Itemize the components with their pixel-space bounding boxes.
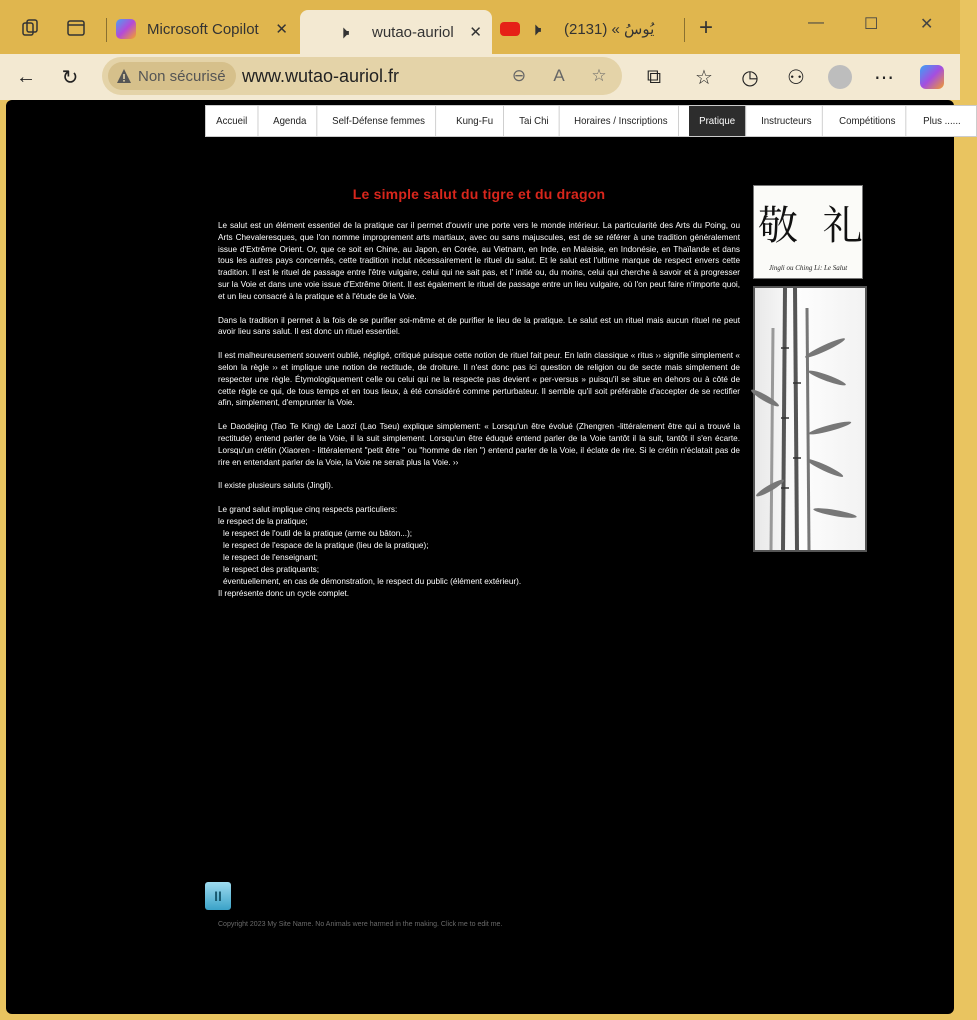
tab-title: يُوسُ » (2131) [564,21,655,38]
address-bar[interactable] [102,57,622,95]
nav-item-competitions[interactable]: Compétitions [829,106,907,136]
copilot-tab-icon [116,19,136,39]
browser-toolbar [0,54,960,100]
list-intro: Le grand salut implique cinq respects particuliers: [218,505,398,515]
workspaces-icon[interactable] [18,16,42,40]
site-nav [205,105,977,137]
pause-music-button[interactable]: II [205,882,231,910]
security-label: Non sécurisé [138,67,226,85]
zoom-icon[interactable]: ⊖ [511,66,527,85]
close-icon[interactable]: ✕ [469,24,482,41]
nav-item-kung-fu[interactable]: Kung-Fu [446,106,504,136]
list-item: éventuellement, en cas de démonstration, le respect du public (élément extérieur). [223,577,522,587]
security-indicator[interactable] [108,62,236,90]
history-icon[interactable]: ◷ [741,66,759,89]
youtube-icon [500,22,520,36]
nav-item-instructeurs[interactable]: Instructeurs [751,106,823,136]
article-paragraph: Le Daodejing (Tao Te King) de Laozí (Lao Tseu) explique simplement: « Lorsqu'un être évolué (Zhengren -littéralement être qui a trouvé la rectitude) entend parler de la Voie, il la suit simplement. Lorsqu'un être éduqué entend parler de la Voie tantôt il la suit, tantôt il s'en écarte. Lorsqu'un crétin (Xiaoren - littéralement "petit être " ou "homme de rien ") entend parler de la Voie, il éclate de rire. Si le crétin n'éclatait pas de rire en entendant parler de la Voie, la Voie ne serait plus la Voie. ›› [218,422,740,467]
list-item: le respect des pratiquants; [223,565,320,575]
nav-item-accueil[interactable]: Accueil [206,106,258,136]
favorite-star-icon[interactable]: ☆ [591,66,607,85]
tab-wutao[interactable] [300,10,492,54]
nav-item-agenda[interactable]: Agenda [263,106,317,136]
respect-list [218,504,740,600]
copilot-icon[interactable] [918,63,946,91]
web-page [6,100,961,1014]
warning-icon [116,68,132,84]
list-item: le respect de la pratique; [218,517,308,527]
more-menu-icon[interactable]: ⋯ [874,66,894,89]
new-tab-icon[interactable]: + [698,14,713,41]
refresh-icon[interactable]: ↻ [61,66,79,89]
nav-item-plus[interactable]: Plus ...... [923,115,961,127]
maximize-icon[interactable]: ☐ [864,16,879,33]
tab-copilot[interactable] [112,10,298,48]
nav-item-tai-chi[interactable]: Tai Chi [509,106,560,136]
article-paragraph: Le salut est un élément essentiel de la pratique car il permet d'ouvrir une porte vers le monde intérieur. La particularité des Arts du Poing, ou Arts Chevaleresques, que l'on nomme improprement arts martiaux, avec ou sans majuscules, est de se référer à une tradition généralement issue d'Extrême Orient. Or, que ce soit en Chine, au Japon, en Corée, au Vietnam, en Inde, en Malaisie, en Indonésie, en Thaïlande et dans tous les autres pays concernés, cette tradition inclut nécessairement le rituel du salut. Et le salut est l'ultime marque de respect envers cette tradition. Il est le rituel de passage entre l'être vulgaire, celui qui ne sait pas, et l' initié ou, du moins, celui qui cherche à savoir et à progresser sur la Voie et dans une voie issue d'Extrême 0rient. Il est également le rituel de passage entre un lieu vulgaire, où l'on peut faire n'importe quoi, et un lieu consacré à la pratique et à l'étude de la Voie. [218,221,740,301]
nav-item-pratique[interactable]: Pratique [689,106,746,136]
article-paragraph: Il existe plusieurs saluts (Jingli). [218,481,334,491]
tab-youtube[interactable] [496,10,682,48]
url-text[interactable]: www.wutao-auriol.fr [242,66,400,86]
minimize-icon[interactable]: — [808,14,824,31]
close-icon[interactable]: ✕ [275,21,288,38]
tab-title: wutao-auriol [372,23,454,41]
collections-icon[interactable]: ⚇ [787,66,805,89]
article-paragraph: Dans la tradition il permet à la fois de se purifier soi-même et de purifier le lieu de la pratique. Le salut est un rituel mais aucun rituel ne peut avoir lieu sans salut. Il est donc un rituel essentiel. [218,315,740,337]
list-item: le respect de l'outil de la pratique (arme ou bâton...); [223,529,413,539]
tab-actions-icon[interactable] [64,16,88,40]
bamboo-image [753,286,867,552]
back-icon[interactable]: ← [16,65,36,88]
extensions-icon[interactable]: ⧉ [646,65,662,88]
footer-copyright[interactable]: Copyright 2023 My Site Name. No Animals were harmed in the making. Click me to edit me. [218,921,503,928]
favorites-icon[interactable]: ☆ [695,66,713,89]
article-title: Le simple salut du tigre et du dragon [352,186,606,202]
list-end: Il représente donc un cycle complet. [218,589,350,599]
calligraphy-glyphs: 敬 礼 [758,203,869,249]
list-item: le respect de l'espace de la pratique (lieu de la pratique); [223,541,429,551]
browser-tab-strip [0,0,960,54]
list-item: le respect de l'enseignant; [223,553,318,563]
article-paragraph: Il est malheureusement souvent oublié, négligé, critiqué puisque cette notion de rituel fait peur. En latin classique « ritus ›› signifie simplement « selon la règle ›› et implique une notion de rectitude, de droiture. Il n'est donc pas ici question de religion ou de secte mais simplement de respecter une règle. Étymologiquement celle ou celui qui ne la respecte pas devient « per-versus » puisqu'il se situe en dehors ou à côté de cette règle ce qui, de tous temps et en tous lieux, à été considéré comme perturbateur. Il semble qu'il soit préférable d'accepter de se rectifier afin, simplement, d'emprunter la Voie. [218,351,740,408]
profile-avatar[interactable] [826,63,854,91]
speaker-icon[interactable]: 🕨 [338,21,350,42]
read-aloud-icon[interactable]: A [553,66,565,85]
jingli-calligraphy-image [753,185,869,279]
image-caption: Jingli ou Ching Li: Le Salut [768,264,848,272]
tab-title: Microsoft Copilot [147,20,259,38]
nav-item-horaires[interactable]: Horaires / Inscriptions [564,106,679,136]
nav-item-self-defense[interactable]: Self-Défense femmes [322,106,436,136]
article [218,186,740,600]
speaker-icon[interactable]: 🕨 [530,18,542,39]
window-close-icon[interactable]: ✕ [920,16,934,33]
